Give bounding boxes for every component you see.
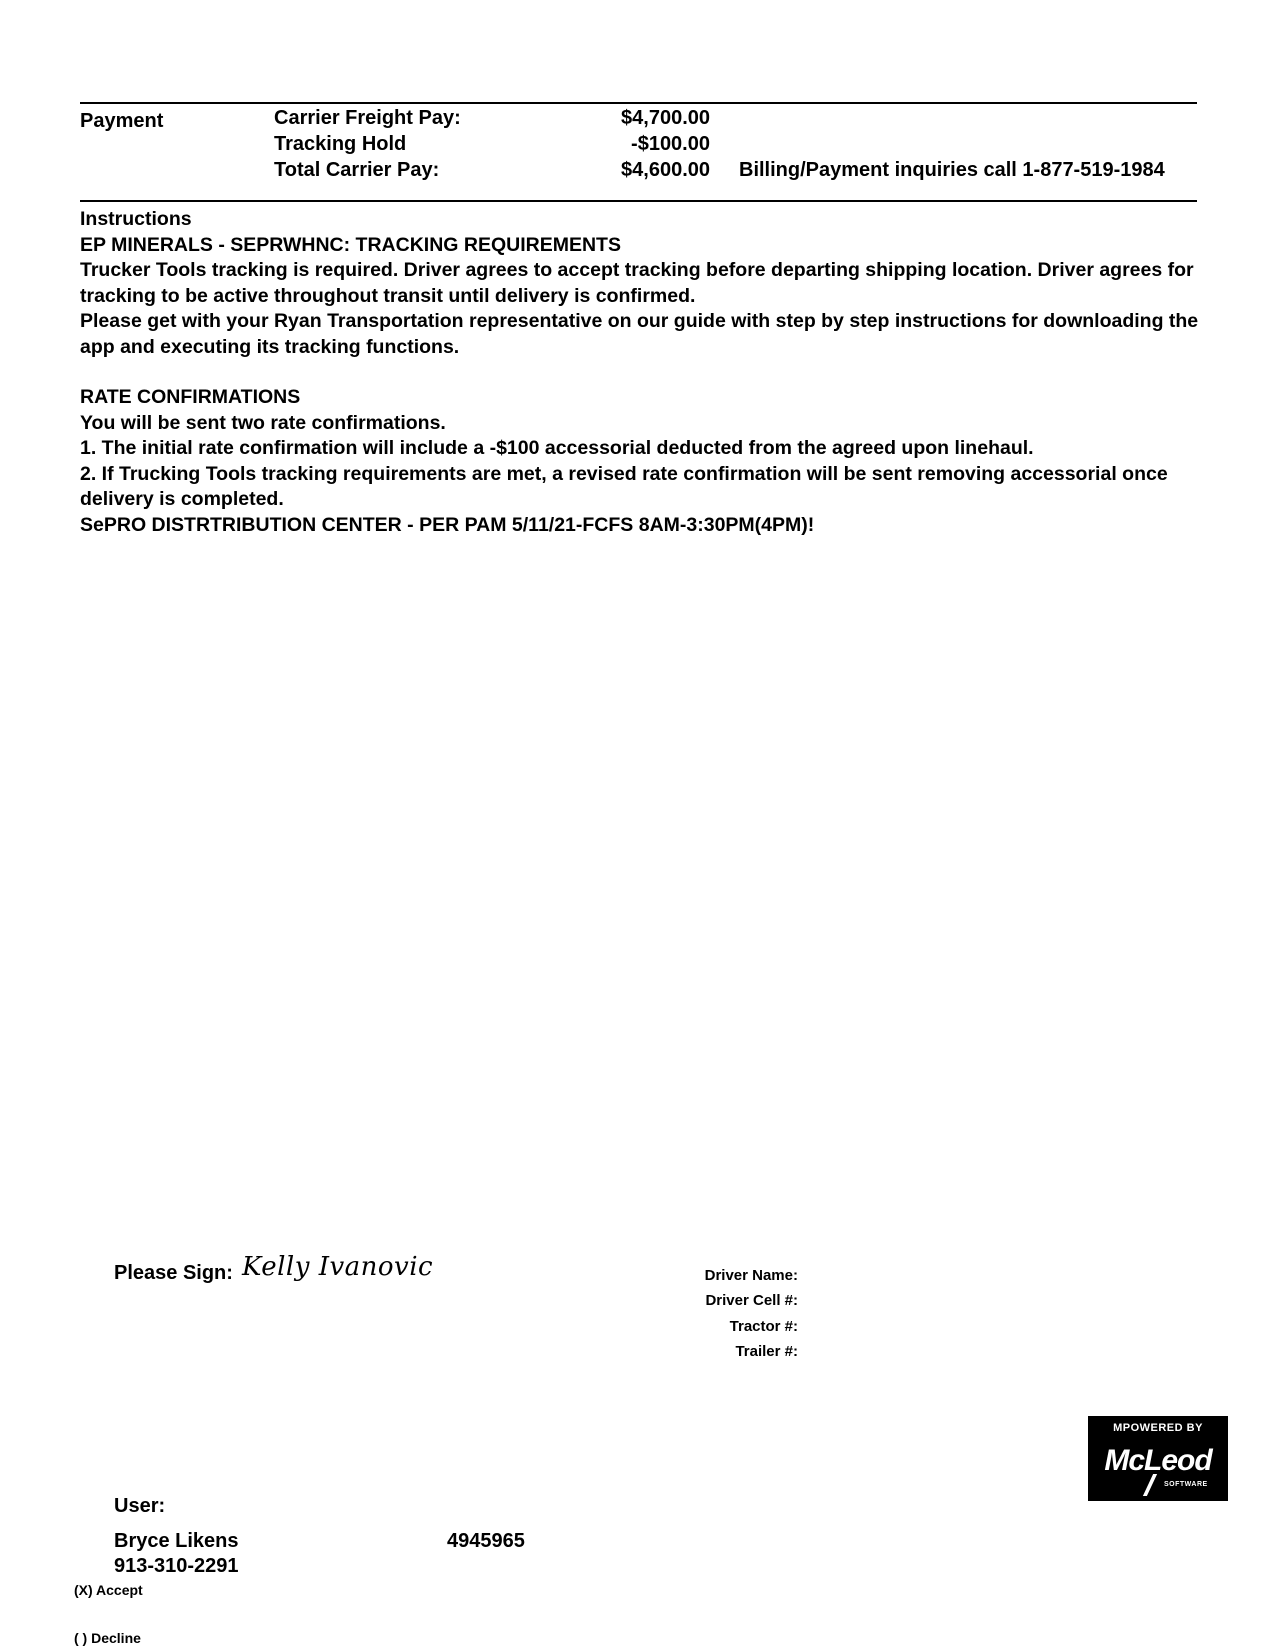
payment-row-label: Total Carrier Pay:	[274, 159, 440, 181]
billing-inquiry-note: Billing/Payment inquiries call 1-877-519-1984	[739, 159, 1165, 181]
trailer-label: Trailer #:	[735, 1343, 798, 1360]
payment-row-amount: $4,600.00	[621, 159, 710, 181]
payment-row-amount: -$100.00	[631, 133, 710, 155]
payment-row-amount: $4,700.00	[621, 107, 710, 129]
tractor-label: Tractor #:	[729, 1318, 798, 1335]
mcleod-logo	[1088, 1416, 1228, 1501]
payment-row-label: Carrier Freight Pay:	[274, 107, 461, 129]
payment-divider	[80, 200, 1197, 202]
instructions-line: Trucker Tools tracking is required. Driver agrees to accept tracking before departing shipping location. Driver agrees for tracking to be active throughout transit until delivery is confirmed.	[80, 259, 1194, 307]
rate-line: You will be sent two rate confirmations.	[80, 411, 446, 434]
instructions-heading: Instructions	[80, 208, 192, 230]
accept-option[interactable]: (X) Accept	[74, 1582, 143, 1598]
rate-confirmations-heading: RATE CONFIRMATIONS	[80, 386, 301, 408]
logo-software: SOFTWARE	[1164, 1481, 1208, 1488]
rate-line: 1. The initial rate confirmation will include a -$100 accessorial deducted from the agreed upon linehaul.	[80, 437, 1034, 459]
driver-name-label: Driver Name:	[704, 1267, 798, 1284]
instructions-block	[80, 207, 1220, 538]
logo-powered-by: MPOWERED BY	[1113, 1422, 1203, 1434]
user-phone: 913-310-2291	[114, 1555, 239, 1577]
signature: Kelly Ivanovic	[242, 1252, 434, 1282]
sign-label: Please Sign:	[114, 1262, 233, 1284]
instructions-line: EP MINERALS - SEPRWHNC: TRACKING REQUIREMENTS	[80, 233, 621, 256]
user-number: 4945965	[447, 1530, 525, 1552]
user-name: Bryce Likens	[114, 1530, 239, 1552]
instructions-line: Please get with your Ryan Transportation representative on our guide with step by step instructions for downloading the app and executing its tracking functions.	[80, 310, 1199, 358]
rate-line: 2. If Trucking Tools tracking requirements are met, a revised rate confirmation will be sent removing accessorial once delivery is completed.	[80, 462, 1168, 510]
driver-cell-label: Driver Cell #:	[705, 1292, 798, 1309]
top-divider	[80, 102, 1197, 104]
payment-section-label: Payment	[80, 110, 164, 132]
logo-brand: McLeod	[1104, 1444, 1212, 1477]
user-label: User:	[114, 1495, 166, 1517]
payment-row-label: Tracking Hold	[274, 133, 407, 155]
rate-line: SePRO DISTRTRIBUTION CENTER - PER PAM 5/11/21-FCFS 8AM-3:30PM(4PM)!	[80, 513, 815, 536]
decline-option[interactable]: ( ) Decline	[74, 1630, 141, 1646]
